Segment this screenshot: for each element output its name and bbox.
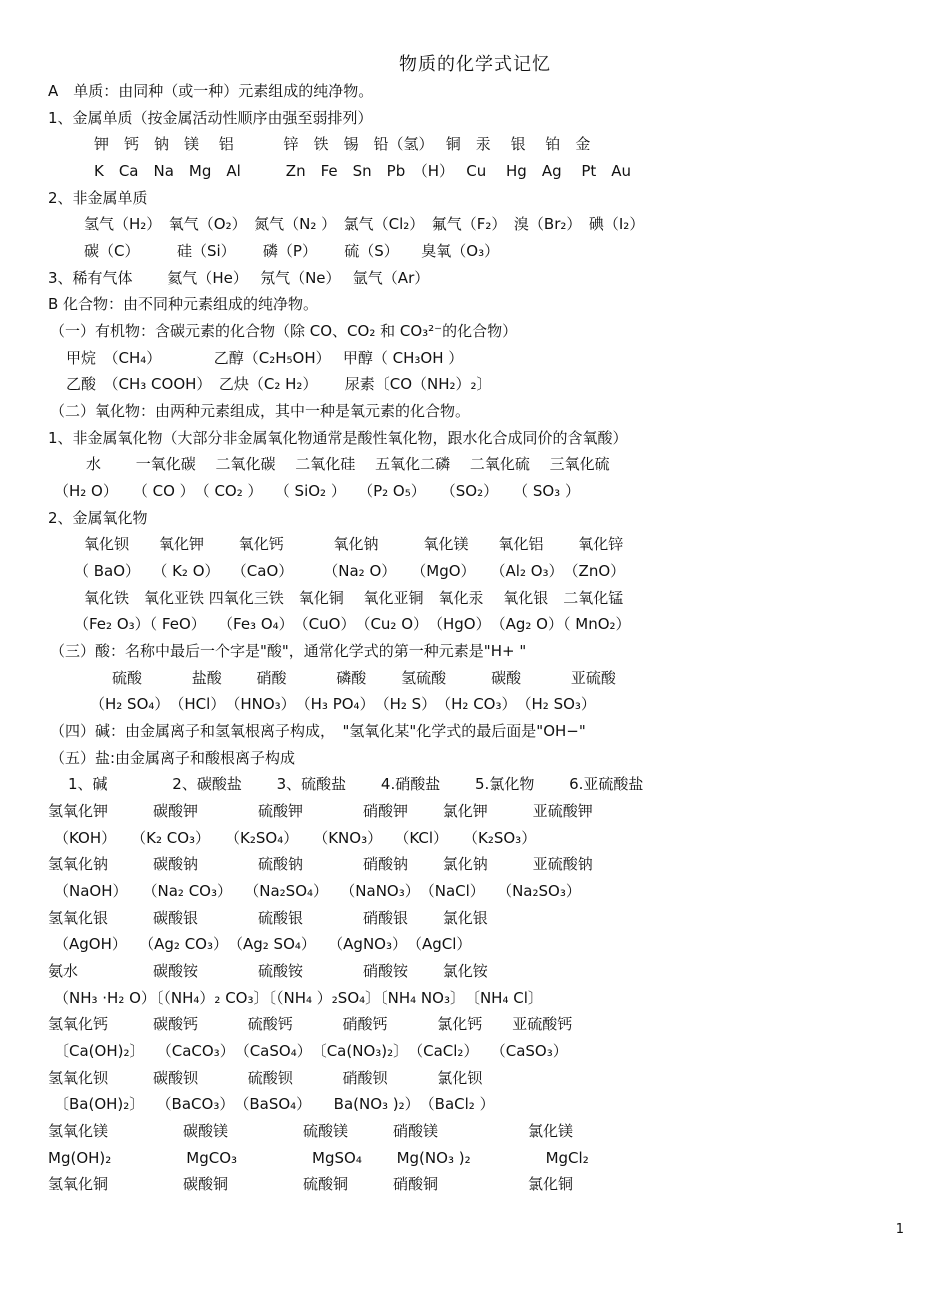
text-line: 1、金属单质（按金属活动性顺序由强至弱排列） xyxy=(48,109,373,127)
text-line: （KOH） （K₂ CO₃） （K₂SO₄） （KNO₃） （KCl） （K₂SO₃） xyxy=(54,829,537,847)
text-line: 氨水 碳酸铵 硫酸铵 硝酸铵 氯化铵 xyxy=(48,962,488,980)
text-line: （AgOH） （Ag₂ CO₃） （Ag₂ SO₄） （AgNO₃） （AgCl） xyxy=(54,935,472,953)
text-line: 氧化钡 氧化钾 氧化钙 氧化钠 氧化镁 氧化铝 氧化锌 xyxy=(84,535,624,553)
text-line: 甲烷 （CH₄） 乙醇（C₂H₅OH） 甲醇（ CH₃OH ） xyxy=(66,349,464,367)
text-line: Mg(OH)₂ MgCO₃ MgSO₄ Mg(NO₃ )₂ MgCl₂ xyxy=(48,1149,589,1167)
text-line: （H₂ SO₄） （HCl） （HNO₃） （H₃ PO₄） （H₂ S） （H₂ CO₃） （H₂ SO₃） xyxy=(90,695,596,713)
text-line: 氢氧化银 碳酸银 硫酸银 硝酸银 氯化银 xyxy=(48,909,488,927)
text-line: （ BaO） （ K₂ O） （CaO） （Na₂ O） （MgO） （Al₂ O₃） （ZnO） xyxy=(74,562,626,580)
text-line: （NaOH） （Na₂ CO₃） （Na₂SO₄） （NaNO₃） （NaCl） （Na₂SO₃） xyxy=(54,882,581,900)
text-line: 乙酸 （CH₃ COOH） 乙炔（C₂ H₂） 尿素〔CO（NH₂）₂〕 xyxy=(66,375,492,393)
text-line: 〔Ca(OH)₂〕 （CaCO₃） （CaSO₄） 〔Ca(NO₃)₂〕 （CaCl₂） （CaSO₃） xyxy=(54,1042,568,1060)
text-line: 氢气（H₂） 氧气（O₂） 氮气（N₂ ） 氯气（Cl₂） 氟气（F₂） 溴（Br₂） 碘（I₂） xyxy=(84,215,645,233)
text-line: A 单质：由同种（或一种）元素组成的纯净物。 xyxy=(48,82,374,100)
text-line: 1、非金属氧化物（大部分非金属氧化物通常是酸性氧化物，跟水化合成同价的含氧酸） xyxy=(48,429,628,447)
text-line: 氢氧化钡 碳酸钡 硫酸钡 硝酸钡 氯化钡 xyxy=(48,1069,483,1087)
text-line: 1、碱 2、碳酸盐 3、硫酸盐 4.硝酸盐 5.氯化物 6.亚硫酸盐 xyxy=(68,775,644,793)
text-line: 硫酸 盐酸 硝酸 磷酸 氢硫酸 碳酸 亚硫酸 xyxy=(112,669,616,687)
text-line: 氢氧化钠 碳酸钠 硫酸钠 硝酸钠 氯化钠 亚硫酸钠 xyxy=(48,855,593,873)
text-line: 〔Ba(OH)₂〕 （BaCO₃） （BaSO₄） Ba(NO₃ )₂） （BaCl₂ ） xyxy=(54,1095,495,1113)
text-line: 氢氧化镁 碳酸镁 硫酸镁 硝酸镁 氯化镁 xyxy=(48,1122,574,1140)
text-line: K Ca Na Mg Al Zn Fe Sn Pb （H） Cu Hg Ag Pt Au xyxy=(94,162,632,180)
text-line: （三）酸：名称中最后一个字是"酸"，通常化学式的第一种元素是"H+ " xyxy=(50,642,527,660)
text-line: 氢氧化钙 碳酸钙 硫酸钙 硝酸钙 氯化钙 亚硫酸钙 xyxy=(48,1015,573,1033)
text-line: （四）碱：由金属离子和氢氧根离子构成， "氢氧化某"化学式的最后面是"OH−" xyxy=(50,722,586,740)
text-line: 钾 钙 钠 镁 铝 锌 铁 锡 铅（氢） 铜 汞 银 铂 金 xyxy=(94,135,591,153)
text-line: 氢氧化钾 碳酸钾 硫酸钾 硝酸钾 氯化钾 亚硫酸钾 xyxy=(48,802,593,820)
text-line: 2、非金属单质 xyxy=(48,189,148,207)
text-line: （二）氧化物：由两种元素组成，其中一种是氧元素的化合物。 xyxy=(50,402,471,420)
text-line: （Fe₂ O₃）（ FeO） （Fe₃ O₄） （CuO） （Cu₂ O） （HgO） （Ag₂ O）（ MnO₂） xyxy=(74,615,631,633)
text-line: （五）盐:由金属离子和酸根离子构成 xyxy=(50,749,296,767)
text-line: （一）有机物：含碳元素的化合物（除 CO、CO₂ 和 CO₃²⁻的化合物） xyxy=(50,322,518,340)
text-line: B 化合物：由不同种元素组成的纯净物。 xyxy=(48,295,319,313)
text-line: （H₂ O） （ CO ） （ CO₂ ） （ SiO₂ ） （P₂ O₅） （SO₂） （ SO₃ ） xyxy=(54,482,580,500)
text-line: 2、金属氧化物 xyxy=(48,509,148,527)
text-line: 水 一氧化碳 二氧化碳 二氧化硅 五氧化二磷 二氧化硫 三氧化硫 xyxy=(86,455,610,473)
text-line: 碳（C） 硅（Si） 磷（P） 硫（S） 臭氧（O₃） xyxy=(84,242,500,260)
text-line: 氢氧化铜 碳酸铜 硫酸铜 硝酸铜 氯化铜 xyxy=(48,1175,574,1193)
text-line: （NH₃ ·H₂ O）〔（NH₄）₂ CO₃〕〔（NH₄ ）₂SO₄〕〔NH₄ NO₃〕 〔NH₄ Cl〕 xyxy=(54,989,543,1007)
text-line: 氧化铁 氧化亚铁 四氧化三铁 氧化铜 氧化亚铜 氧化汞 氧化银 二氧化锰 xyxy=(84,589,624,607)
text-line: 3、稀有气体 氦气（He） 氖气（Ne） 氩气（Ar） xyxy=(48,269,430,287)
page-number: 1 xyxy=(895,1222,904,1237)
page-title: 物质的化学式记忆 xyxy=(399,54,551,75)
